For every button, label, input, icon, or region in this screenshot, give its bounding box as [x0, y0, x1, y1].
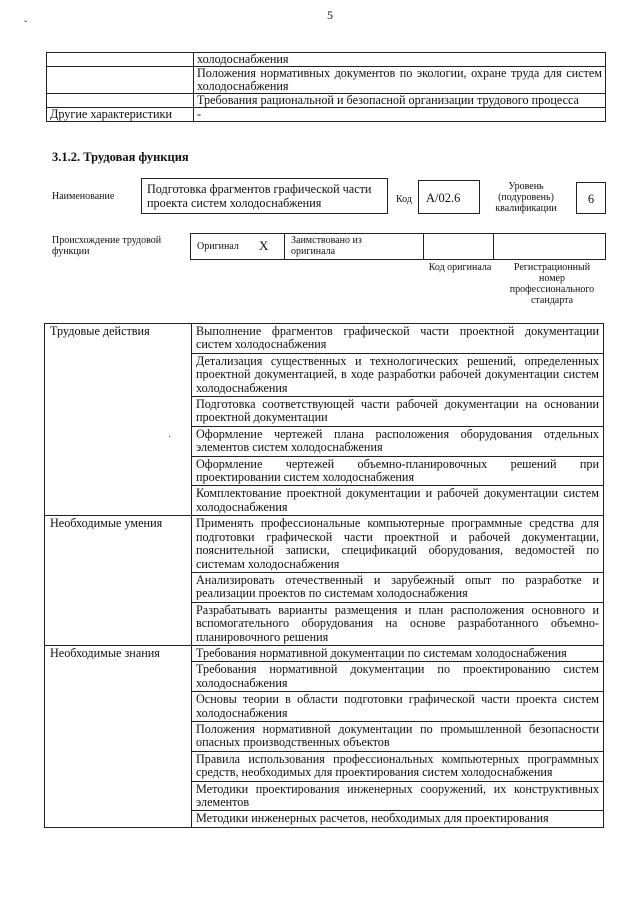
category-cell: [47, 53, 194, 67]
table-row: [47, 94, 606, 108]
origin-label: Происхождение трудовой функции: [52, 235, 162, 257]
scan-mark: ·: [168, 432, 172, 443]
original-mark: X: [259, 238, 269, 253]
code-caption: Код оригинала: [428, 262, 492, 273]
item-cell: Правила использования профессиональных компьютерных программных средств, необходимых для проектирования систем холодоснабжения: [192, 751, 604, 781]
divider: [493, 234, 494, 259]
page-number: 5: [327, 8, 333, 22]
item-cell: Методики инженерных расчетов, необходимых для проектирования: [192, 811, 604, 827]
name-box: [141, 178, 388, 214]
item-cell: холодоснабжения: [194, 53, 606, 67]
item-cell: Выполнение фрагментов графической части проектной документации систем холодоснабжения: [192, 324, 604, 354]
name-label: Наименование: [52, 191, 115, 202]
table-row: [45, 324, 604, 354]
table-row: [47, 53, 606, 67]
level-label: Уровень (подуровень) квалификации: [495, 181, 557, 214]
item-cell: Основы теории в области подготовки графической части проекта систем холодоснабжения: [192, 692, 604, 722]
level-value: 6: [587, 192, 595, 206]
continued-table: [46, 52, 606, 122]
section-heading: 3.1.2. Трудовая функция: [52, 150, 189, 164]
category-cell: Трудовые действия: [45, 324, 192, 516]
category-cell: [47, 67, 194, 94]
item-cell: Требования рациональной и безопасной организации трудового процесса: [194, 94, 606, 108]
item-cell: Применять профессиональные компьютерные программные средства для подготовки графической части проектной и рабочей документации, пояснительной записки, спецификаций оборудования, ведомостей по системам холодоснабжения: [192, 516, 604, 573]
divider: [423, 234, 424, 259]
table-row: [47, 108, 606, 122]
code-value: А/02.6: [426, 191, 461, 205]
item-cell: Оформление чертежей объемно-планировочных решений при проектировании систем холодоснабжения: [192, 456, 604, 486]
table-row: [45, 516, 604, 573]
item-cell: Комплектование проектной документации и рабочей документации систем холодоснабжения: [192, 486, 604, 516]
item-cell: Оформление чертежей плана расположения оборудования отдельных элементов систем холодоснабжения: [192, 426, 604, 456]
item-cell: Разрабатывать варианты размещения и план расположения основного и вспомогательного оборудования на основе разработанного объемно-планировочного решения: [192, 602, 604, 645]
reg-caption: Регистрационный номер профессионального стандарта: [509, 262, 595, 306]
category-cell: Другие характеристики: [47, 108, 194, 122]
item-cell: Требования нормативной документации по системам холодоснабжения: [192, 645, 604, 661]
table-row: [45, 645, 604, 661]
scan-mark: ˇ: [24, 20, 28, 31]
category-cell: Необходимые знания: [45, 645, 192, 827]
original-label: Оригинал: [197, 241, 239, 252]
item-cell: Положения нормативной документации по промышленной безопасности опасных производственных объектов: [192, 721, 604, 751]
level-box: [576, 182, 606, 214]
divider: [284, 234, 285, 259]
item-cell: Детализация существенных и технологических решений, определенных проектной документацией, в ходе разработки рабочей документации систем холодоснабжения: [192, 353, 604, 396]
function-name: Подготовка фрагментов графической части проекта систем холодоснабжения: [147, 182, 372, 210]
code-box: [418, 180, 480, 214]
item-cell: Положения нормативных документов по экологии, охране труда для систем холодоснабжения: [194, 67, 606, 94]
item-cell: Анализировать отечественный и зарубежный опыт по разработке и реализации проектов по системам холодоснабжения: [192, 572, 604, 602]
item-cell: Требования нормативной документации по проектированию систем холодоснабжения: [192, 662, 604, 692]
borrowed-label: Заимствовано из оригинала: [291, 235, 362, 257]
table-row: [47, 67, 606, 94]
item-cell: Методики проектирования инженерных сооружений, их конструктивных элементов: [192, 781, 604, 811]
item-cell: -: [194, 108, 606, 122]
item-cell: Подготовка соответствующей части рабочей документации на основании проектной документации: [192, 397, 604, 427]
category-cell: Необходимые умения: [45, 516, 192, 646]
code-label: Код: [396, 194, 412, 205]
category-cell: [47, 94, 194, 108]
function-table: [44, 323, 604, 828]
origin-box: [190, 233, 606, 260]
